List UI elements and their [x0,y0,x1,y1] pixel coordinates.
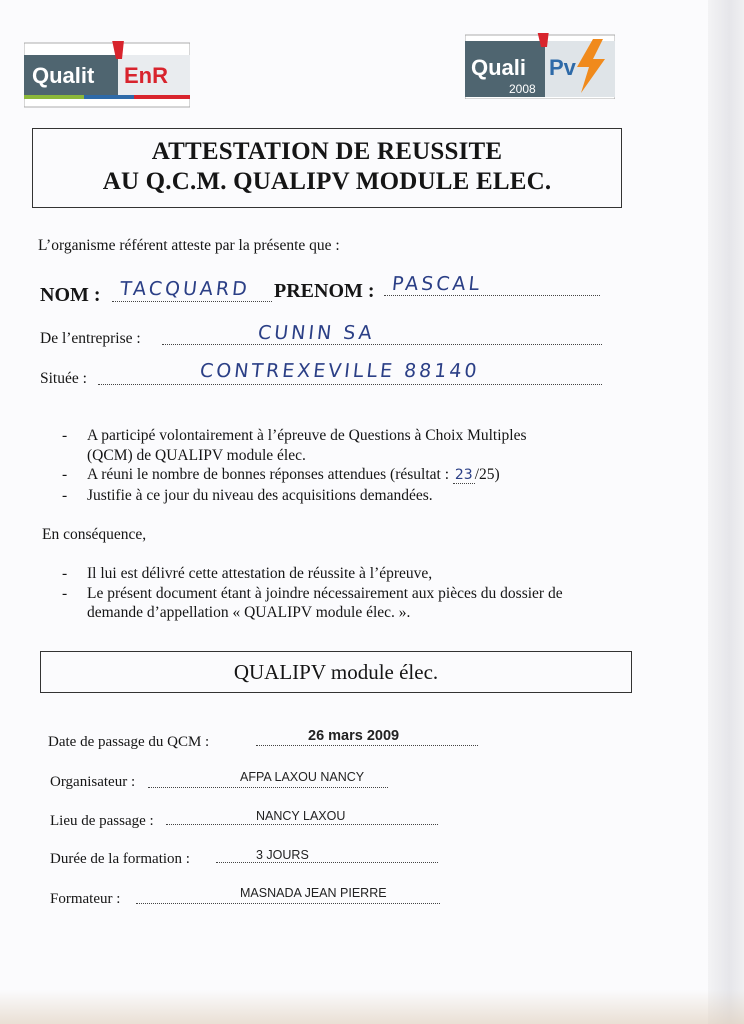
organisateur-label: Organisateur : [50,774,136,790]
page-edge-shadow [708,0,744,1024]
bullet-result-suffix: /25) [474,466,500,483]
qualit-enr-logo [24,41,190,109]
duree-dotted-line [216,862,438,863]
bullet-participation-line2: (QCM) de QUALIPV module élec. [87,446,306,464]
date-dotted-line [256,745,478,746]
lieu-dotted-line [166,824,438,825]
bullet-participation-line1: A participé volontairement à l’épreuve de Questions à Choix Multiples [87,427,527,444]
duree-label: Durée de la formation : [50,851,190,867]
situee-dotted-line [98,384,602,385]
prenom-value: PASCAL [390,273,484,295]
entreprise-label: De l’entreprise : [40,330,141,347]
prenom-dotted-line [384,295,600,296]
bullet-result-text: A réuni le nombre de bonnes réponses attendues (résultat : [87,466,449,483]
logo-pv-part2: Pv [549,55,576,80]
lieu-value: NANCY LAXOU [256,809,346,823]
entreprise-value: CUNIN SA [256,322,376,344]
quali-pv-logo [465,33,615,99]
title-box [32,128,622,208]
result-score: 23 [454,467,473,483]
consequence-bullets [62,564,563,623]
formateur-value: MASNADA JEAN PIERRE [240,886,387,900]
nom-label: NOM : [40,284,101,306]
bullet-document-line2: demande d’appellation « QUALIPV module élec. ». [87,604,411,621]
logo-enr-part2: EnR [124,63,168,88]
intro-text: L’organisme référent atteste par la présente que : [38,237,340,254]
bullet-document-line1: Le présent document étant à joindre nécessairement aux pièces du dossier de [87,584,563,602]
date-label: Date de passage du QCM : [48,734,210,750]
logo-pv-part1: Quali [471,55,527,80]
title-line-1: ATTESTATION DE REUSSITE [151,138,503,165]
organisateur-value: AFPA LAXOU NANCY [240,770,365,784]
formateur-label: Formateur : [50,891,121,907]
bullet-delivery-text: Il lui est délivré cette attestation de réussite à l’épreuve, [87,565,433,582]
bullet-justification: - Justifie à ce jour du niveau des acquisitions demandées. [62,486,433,504]
lieu-label: Lieu de passage : [50,813,154,829]
date-value: 26 mars 2009 [308,728,400,744]
situee-label: Située : [40,370,87,387]
logo-enr-part1: Qualit [32,63,95,88]
bullet-justification-text: Justifie à ce jour du niveau des acquisitions demandées. [87,486,433,504]
consequence-text: En conséquence, [42,526,147,543]
bullet-result: - A réuni le nombre de bonnes réponses attendues (résultat : 23 /25) [62,466,500,483]
duree-value: 3 JOURS [256,848,309,862]
title-line-2: AU Q.C.M. QUALIPV MODULE ELEC. [102,168,552,195]
paper-stain [0,990,744,1024]
attestation-bullets [62,426,527,505]
situee-value: CONTREXEVILLE 88140 [198,360,481,382]
entreprise-dotted-line [162,344,602,345]
module-title-box: QUALIPV module élec. [40,651,632,693]
formateur-dotted-line [136,903,440,904]
nom-value: TACQUARD [118,278,251,300]
organisateur-dotted-line [148,787,388,788]
bullet-delivery: - Il lui est délivré cette attestation de réussite à l’épreuve, [62,565,433,582]
bullet-participation: - A participé volontairement à l’épreuve de Questions à Choix Multiples (QCM) de QUALIPV module élec. [62,427,527,464]
nom-dotted-line [112,301,272,302]
logo-pv-year: 2008 [509,82,536,96]
bullet-document: - Le présent document étant à joindre nécessairement aux pièces du dossier de demande d’appellation « QUALIPV module élec. ». [62,584,563,621]
prenom-label: PRENOM : [274,280,375,302]
